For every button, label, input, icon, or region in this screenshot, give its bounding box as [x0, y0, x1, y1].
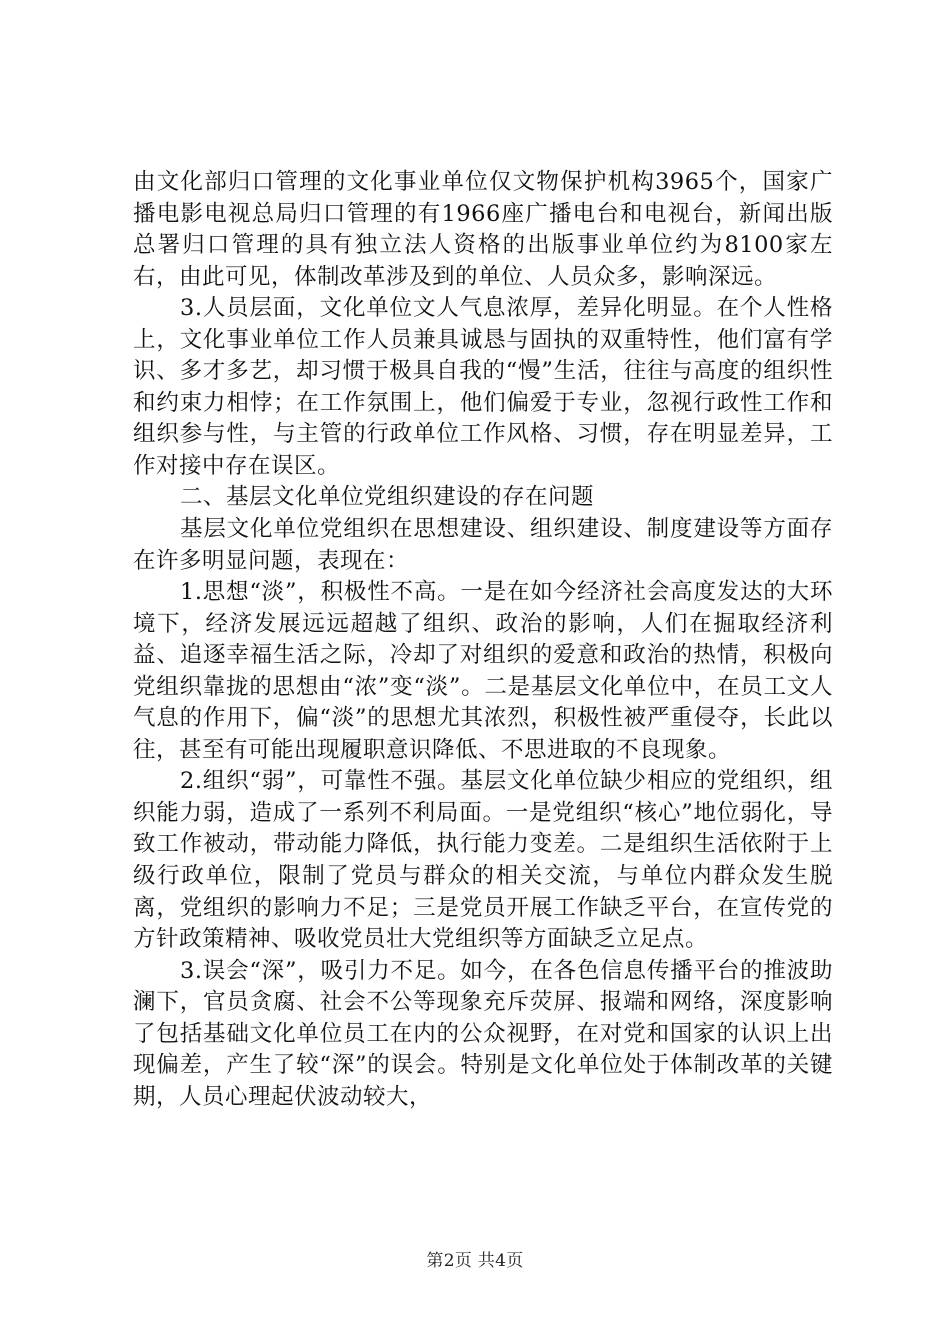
page-number-footer: 第2页 共4页 [426, 1251, 524, 1271]
section-heading: 二、基层文化单位党组织建设的存在问题 [180, 484, 595, 511]
paragraph-personnel-level: 3.人员层面，文化单位文人气息浓厚，差异化明显。在个人性格上，文化事业单位工作人员兼具诚恳与固执的双重特性，他们富有学识、多才多艺，却习惯于极具自我的“慢”生活，往往与高度的组织性和约束力相悖；在工作氛围上，他们偏爱于专业，忽视行政性工作和组织参与性，与主管的行政单位工作风格、习惯，存在明显差异，工作对接中存在误区。 [133, 295, 833, 479]
paragraph-misunderstanding: 3.误会“深”，吸引力不足。如今，在各色信息传播平台的推波助澜下，官员贪腐、社会不公等现象充斥荧屏、报端和网络，深度影响了包括基础文化单位员工在内的公众视野，在对党和国家的认识上出现偏差，产生了较“深”的误会。特别是文化单位处于体制改革的关键期，人员心理起伏波动较大， [133, 957, 833, 1110]
paragraph-intro: 基层文化单位党组织在思想建设、组织建设、制度建设等方面存在许多明显问题，表现在： [133, 516, 833, 574]
document-body [133, 167, 833, 1113]
paragraph-thought-weak: 1.思想“淡”，积极性不高。一是在如今经济社会高度发达的大环境下，经济发展远远超越了组织、政治的影响，人们在掘取经济利益、追逐幸福生活之际，冷却了对组织的爱意和政治的热情，积极向党组织靠拢的思想由“浓”变“淡”。二是基层文化单位中，在员工文人气息的作用下，偏“淡”的思想尤其浓烈，积极性被严重侵夺，长此以往，甚至有可能出现履职意识降低、不思进取的不良现象。 [133, 579, 833, 763]
paragraph-continued: 由文化部归口管理的文化事业单位仅文物保护机构3965个，国家广播电影电视总局归口管理的有1966座广播电台和电视台，新闻出版总署归口管理的具有独立法人资格的出版事业单位约为8100家左右，由此可见，体制改革涉及到的单位、人员众多，影响深远。 [133, 169, 833, 290]
paragraph-organization-weak: 2.组织“弱”，可靠性不强。基层文化单位缺少相应的党组织，组织能力弱，造成了一系列不利局面。一是党组织“核心”地位弱化，导致工作被动，带动能力降低，执行能力变差。二是组织生活依附于上级行政单位，限制了党员与群众的相关交流，与单位内群众发生脱离，党组织的影响力不足；三是党员开展工作缺乏平台，在宣传党的方针政策精神、吸收党员壮大党组织等方面缺乏立足点。 [133, 768, 833, 953]
